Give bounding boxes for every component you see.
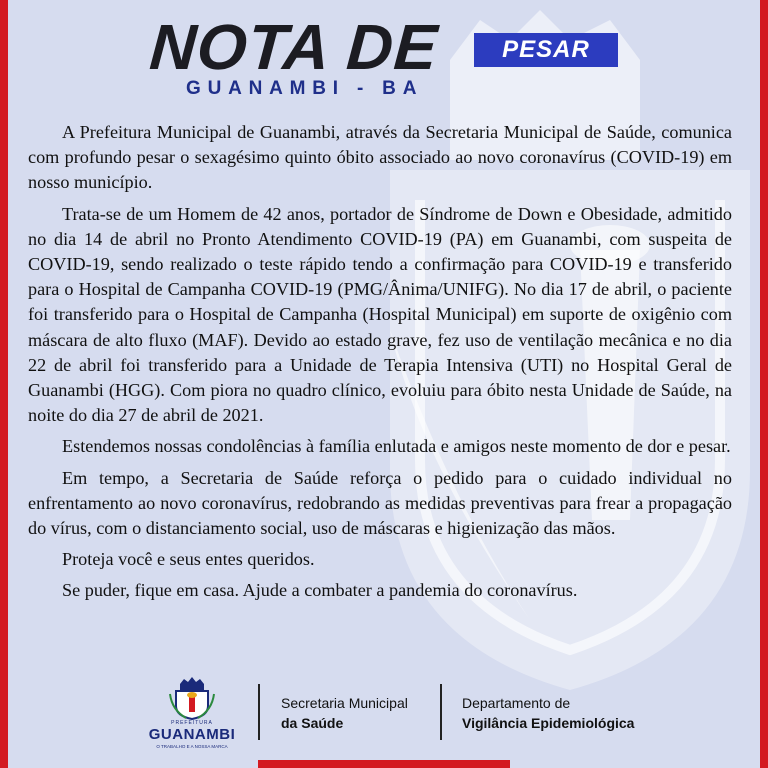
paragraph-protect: Proteja você e seus entes queridos. [62,549,315,570]
red-border-right [760,0,768,768]
note-body [28,120,732,604]
footer-secretaria [281,693,408,733]
paragraph-condolences: Estendemos nossas condolências à família enlutada e amigos neste momento de dor e pesar. [62,436,731,457]
logo-tagline: O TRABALHO E A NOSSA MARCA [156,744,228,749]
paragraph-case-details: Trata-se de um Homem de 42 anos, portador de Síndrome de Down e Obesidade, admitido no dia 14 de abril no Pronto Atendimento COVID-19 (PA) em Guanambi, com suspeita de COVID-19, sendo realizado o teste rápido tendo a confirmação para COVID-19 e transferido para o Hospital de Campanha COVID-19 (PMG/Ânima/UNIFG). No dia 17 de abril, o paciente foi transferido para o Hospital de Campanha (Hospital Municipal) em suporte de oxigênio com máscara de alto fluxo (MAF). Devido ao estado grave, fez uso de ventilação mecânica e no dia 22 de abril foi transferido para a Unidade de Terapia Intensiva (UTI) no Hospital Geral de Guanambi (HGG). Com piora no quadro clínico, evoluiu para óbito nesta Unidade de Saúde, na noite do dia 27 de abril de 2021. [28,203,732,426]
footer-divider-2 [440,684,442,740]
page-title: NOTA DE [147,11,441,83]
paragraph-prevention: Em tempo, a Secretaria de Saúde reforça o pedido para o cuidado individual no enfrentamento ao novo coronavírus, redobrando as medidas preventivas para frear a propagação do vírus, com o distanciamento social, uso de máscaras e higienização das mãos. [28,467,732,539]
city-subtitle: GUANAMBI - BA [186,78,424,99]
departamento-line-2: Vigilância Epidemiológica [462,715,635,731]
paragraph-stay-home: Se puder, fique em casa. Ajude a combater a pandemia do coronavírus. [62,580,578,601]
secretaria-line-2: da Saúde [281,715,344,731]
title-badge: PESAR [474,33,618,67]
logo-wordmark: GUANAMBI [148,726,236,743]
secretaria-line-1: Secretaria Municipal [281,695,408,711]
paragraph-announcement: A Prefeitura Municipal de Guanambi, através da Secretaria Municipal de Saúde, comunica com profundo pesar o sexagésimo quinto óbito associado ao novo coronavírus (COVID-19) em nosso município. [28,122,732,193]
logo-top-text: PREFEITURA [171,720,213,726]
departamento-line-1: Departamento de [462,695,571,711]
footer-divider-1 [258,684,260,740]
footer-departamento [462,693,634,733]
red-border-left [0,0,8,768]
red-border-bottom [258,760,510,768]
guanambi-logo [142,676,242,754]
city-crest-icon [142,676,242,720]
